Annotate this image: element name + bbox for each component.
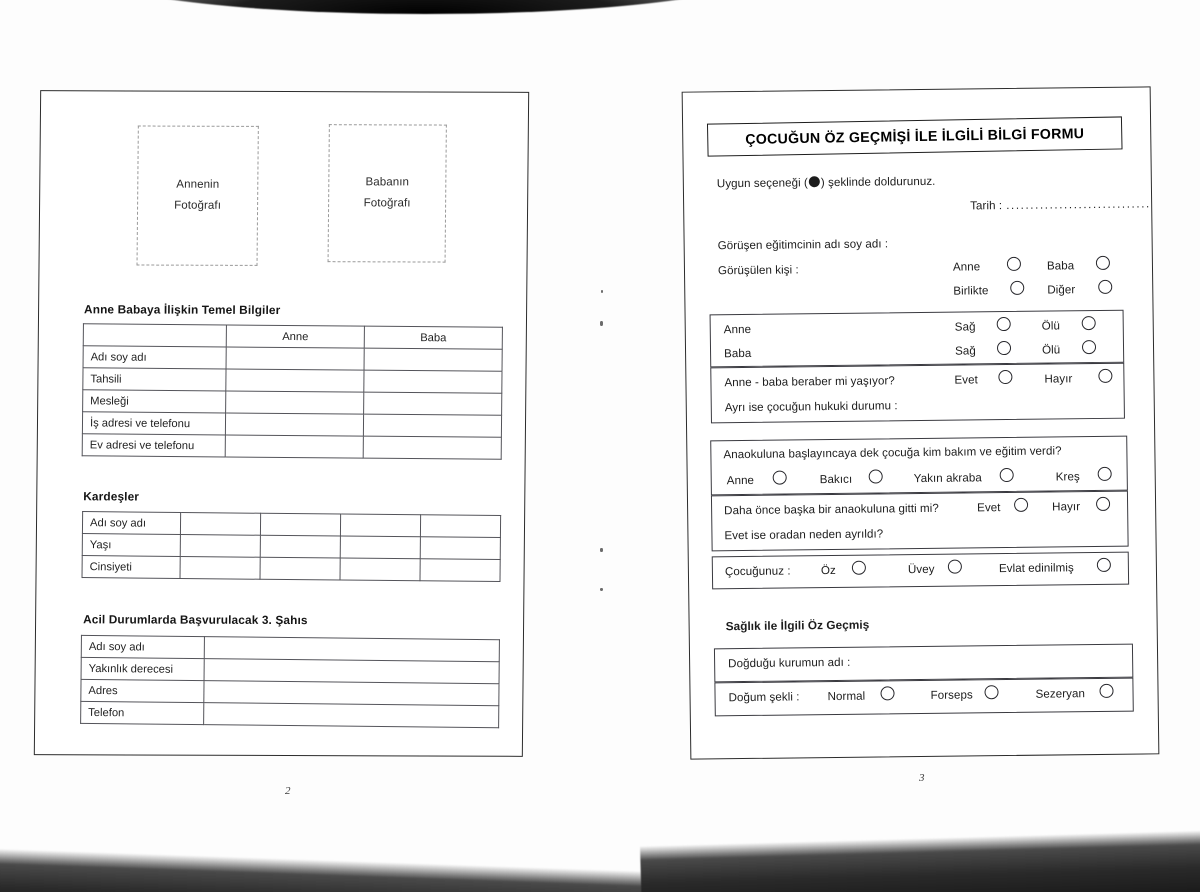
right-page-sheet	[682, 86, 1160, 759]
father-photo-line1: Babanın	[365, 176, 410, 189]
page-number-left: 2	[285, 785, 291, 797]
label-care-anne: Anne	[726, 473, 755, 488]
label-child-evlat-edinilmis: Evlat edinilmiş	[998, 561, 1074, 576]
label-mother: Anne	[723, 322, 752, 337]
scan-speck	[600, 548, 603, 552]
input-cell[interactable]	[420, 515, 500, 538]
radio-birth-sezeryan[interactable]	[1099, 684, 1113, 698]
input-cell[interactable]	[420, 559, 500, 582]
radio-father-alive[interactable]	[997, 341, 1011, 355]
input-cell[interactable]	[204, 637, 499, 662]
row-label: Tahsili	[83, 368, 226, 391]
input-cell[interactable]	[420, 537, 500, 560]
input-cell[interactable]	[226, 347, 364, 370]
interviewer-name-label: Görüşen eğitimcinin adı soy adı :	[717, 237, 889, 253]
label-father: Baba	[723, 346, 752, 361]
radio-care-anne[interactable]	[773, 471, 787, 485]
radio-interviewee-anne[interactable]	[1007, 257, 1021, 271]
radio-interviewee-diger[interactable]	[1098, 280, 1112, 294]
date-input-dots[interactable]: ..............................	[1006, 197, 1151, 213]
input-cell[interactable]	[364, 348, 502, 371]
label-mother-deceased: Ölü	[1041, 319, 1061, 333]
radio-previous-no[interactable]	[1096, 497, 1110, 511]
scan-speck	[601, 290, 603, 293]
scan-speck	[600, 588, 603, 591]
radio-interviewee-birlikte[interactable]	[1010, 281, 1024, 295]
mother-photo-placeholder	[137, 126, 259, 266]
heading-siblings: Kardeşler	[83, 489, 140, 504]
label-father-alive: Sağ	[954, 344, 976, 358]
input-cell[interactable]	[226, 369, 364, 392]
radio-child-oz[interactable]	[852, 561, 866, 575]
input-cell[interactable]	[180, 512, 260, 535]
question-legal-status: Ayrı ise çocuğun hukuki durumu :	[724, 399, 898, 415]
table-parents-info	[82, 323, 503, 460]
label-birth-normal: Normal	[827, 689, 866, 704]
table-row	[81, 701, 499, 727]
radio-care-kres[interactable]	[1098, 467, 1112, 481]
cell-empty-corner	[83, 324, 226, 347]
radio-care-yakin-akraba[interactable]	[1000, 468, 1014, 482]
label-birth-forseps: Forseps	[930, 688, 973, 702]
radio-interviewee-baba[interactable]	[1096, 256, 1110, 270]
input-cell[interactable]	[204, 703, 499, 728]
mother-photo-line2: Fotoğrafı	[174, 199, 222, 212]
label-living-yes: Evet	[954, 373, 978, 387]
fill-instruction-after: ) şeklinde doldurunuz.	[820, 174, 936, 190]
father-photo-placeholder	[328, 124, 447, 262]
option-label-diger: Diğer	[1047, 283, 1076, 297]
label-care-bakici: Bakıcı	[819, 472, 853, 487]
row-label: Adı soy adı	[83, 346, 226, 369]
question-previous-preschool: Daha önce başka bir anaokuluna gitti mi?	[724, 501, 939, 518]
input-cell[interactable]	[260, 513, 340, 536]
row-label: Yakınlık derecesi	[81, 657, 204, 680]
label-care-kres: Kreş	[1055, 470, 1080, 484]
row-label: Cinsiyeti	[82, 556, 180, 579]
scanner-shadow-bottom-left	[0, 848, 680, 892]
input-cell[interactable]	[204, 681, 499, 706]
radio-child-uvey[interactable]	[948, 560, 962, 574]
table-row	[82, 556, 500, 582]
row-label: Ev adresi ve telefonu	[82, 434, 225, 457]
input-cell[interactable]	[363, 414, 501, 437]
option-label-birlikte: Birlikte	[953, 284, 989, 298]
input-cell[interactable]	[225, 413, 363, 436]
input-cell[interactable]	[364, 370, 502, 393]
option-label-anne: Anne	[952, 260, 981, 274]
page-number-right: 3	[919, 772, 925, 784]
radio-birth-normal[interactable]	[880, 686, 894, 700]
input-cell[interactable]	[260, 557, 340, 580]
col-header-baba: Baba	[364, 326, 502, 349]
label-child-uvey: Üvey	[907, 562, 935, 577]
label-previous-no: Hayır	[1052, 500, 1081, 514]
label-living-no: Hayır	[1044, 372, 1073, 386]
radio-father-deceased[interactable]	[1082, 340, 1096, 354]
heading-health-history: Sağlık ile İlgili Öz Geçmiş	[725, 617, 870, 634]
input-cell[interactable]	[340, 514, 420, 537]
label-birth-sezeryan: Sezeryan	[1035, 687, 1086, 701]
label-mother-alive: Sağ	[954, 320, 976, 334]
radio-previous-yes[interactable]	[1014, 498, 1028, 512]
row-label: Telefon	[81, 701, 204, 724]
interviewee-label: Görüşülen kişi :	[717, 263, 799, 278]
label-father-deceased: Ölü	[1041, 343, 1061, 357]
radio-living-no[interactable]	[1098, 369, 1112, 383]
scan-speck	[600, 321, 603, 326]
scanner-shadow-top	[95, 0, 755, 14]
filled-circle-icon	[809, 176, 820, 187]
mother-photo-line1: Annenin	[176, 178, 220, 191]
block-parents-alive-status	[710, 310, 1125, 368]
input-cell[interactable]	[363, 436, 501, 459]
form-title-box	[707, 116, 1123, 156]
row-label: Adı soy adı	[81, 635, 204, 658]
input-cell[interactable]	[260, 535, 340, 558]
label-birth-type: Doğum şekli :	[728, 690, 800, 705]
input-cell[interactable]	[364, 392, 502, 415]
table-siblings	[82, 511, 502, 582]
date-label: Tarih :	[970, 199, 1003, 213]
heading-emergency-contact: Acil Durumlarda Başvurulacak 3. Şahıs	[83, 612, 308, 628]
label-child-status: Çocuğunuz :	[724, 564, 791, 579]
input-cell[interactable]	[225, 435, 363, 458]
input-cell[interactable]	[180, 556, 260, 579]
block-care-before-preschool	[710, 436, 1128, 496]
question-care-before-preschool: Anaokuluna başlayıncaya dek çocuğa kim bakım ve eğitim verdi?	[723, 444, 1062, 462]
left-page-sheet	[34, 90, 529, 757]
label-care-yakin-akraba: Yakın akraba	[913, 471, 982, 486]
input-cell[interactable]	[340, 536, 420, 559]
radio-birth-forseps[interactable]	[984, 685, 998, 699]
fill-instruction	[717, 175, 936, 190]
radio-care-bakici[interactable]	[869, 469, 883, 483]
row-label: Adı soy adı	[82, 512, 180, 535]
question-reason-left: Evet ise oradan neden ayrıldı?	[724, 527, 884, 543]
row-label: Adres	[81, 679, 204, 702]
label-previous-yes: Evet	[977, 501, 1001, 515]
radio-mother-deceased[interactable]	[1082, 316, 1096, 330]
row-label: İş adresi ve telefonu	[82, 412, 225, 435]
input-cell[interactable]	[340, 558, 420, 581]
question-living-together: Anne - baba beraber mi yaşıyor?	[724, 374, 895, 390]
option-label-baba: Baba	[1046, 259, 1075, 273]
input-cell[interactable]	[226, 391, 364, 414]
table-row	[82, 434, 501, 460]
label-child-oz: Öz	[820, 563, 836, 578]
row-label: Yaşı	[82, 534, 180, 557]
input-cell[interactable]	[180, 534, 260, 557]
label-birth-institution: Doğduğu kurumun adı :	[728, 655, 851, 671]
scanner-shadow-bottom-right	[640, 829, 1200, 892]
fill-instruction-before: Uygun seçeneği (	[716, 176, 808, 191]
page-title: ÇOCUĞUN ÖZ GEÇMİŞİ İLE İLGİLİ BİLGİ FORMU	[745, 125, 1085, 148]
radio-mother-alive[interactable]	[997, 317, 1011, 331]
radio-child-evlat-edinilmis[interactable]	[1097, 558, 1111, 572]
row-label: Mesleği	[83, 390, 226, 413]
radio-living-yes[interactable]	[998, 370, 1012, 384]
col-header-anne: Anne	[226, 325, 364, 348]
heading-parents-info: Anne Babaya İlişkin Temel Bilgiler	[84, 302, 281, 317]
input-cell[interactable]	[204, 659, 499, 684]
table-emergency-contact	[80, 635, 500, 728]
father-photo-line2: Fotoğrafı	[363, 197, 411, 210]
